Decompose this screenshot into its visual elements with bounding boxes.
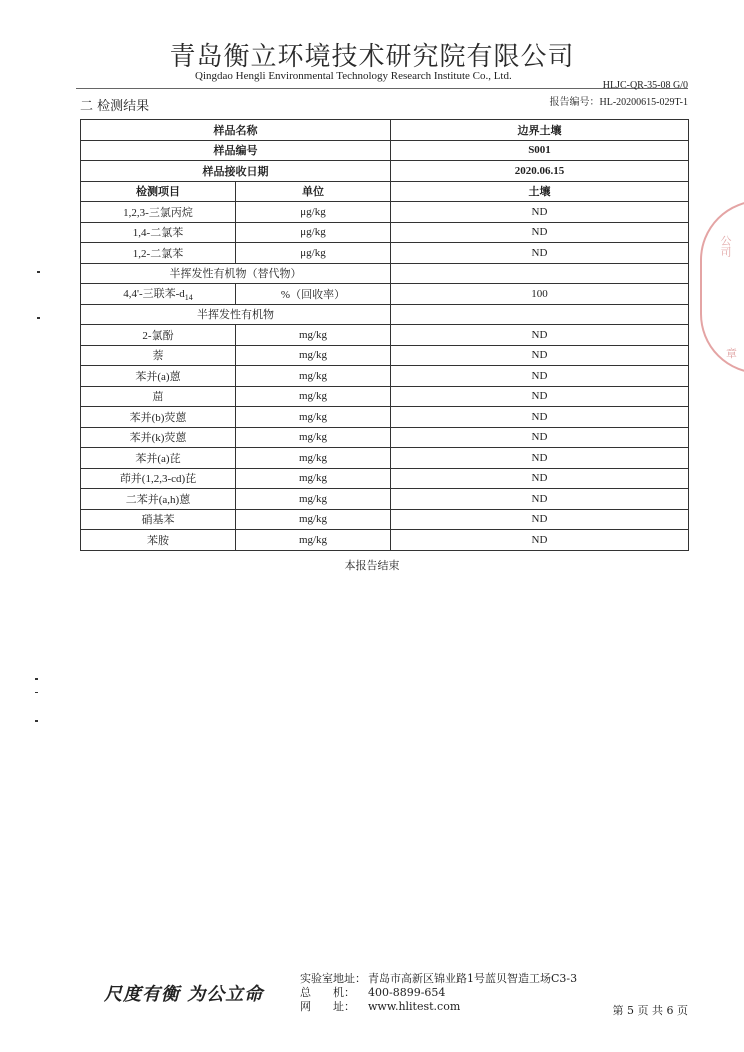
table-row [81,468,689,489]
company-name-en: Qingdao Hengli Environmental Technology Research Institute Co., Ltd. [195,70,512,82]
cell-item: 硝基苯 [81,509,236,530]
cell-item: 二苯并(a,h)蒽 [81,489,236,510]
table-row [81,366,689,387]
cell-value: ND [391,325,689,346]
surrogate-header-row [81,263,689,284]
cell-unit: μg/kg [236,222,391,243]
phone-label: 总 机： [300,986,355,999]
margin-mark [37,317,40,319]
cell-value: 100 [391,284,689,305]
sample-name-label: 样品名称 [81,120,391,141]
header-divider [76,88,688,89]
cell-value: ND [391,202,689,223]
empty-cell [391,304,689,325]
company-seal-stamp [700,200,744,374]
margin-mark [35,678,38,680]
col-header-result: 土壤 [391,181,689,202]
sample-name-value: 边界土壤 [391,120,689,141]
website-label: 网 址： [300,1000,355,1013]
cell-unit: mg/kg [236,345,391,366]
cell-value: ND [391,345,689,366]
cell-item: 苯胺 [81,530,236,551]
table-row [81,448,689,469]
cell-item: 2-氯酚 [81,325,236,346]
cell-item: 1,2,3-三氯丙烷 [81,202,236,223]
table-row [81,243,689,264]
cell-item: 茚并(1,2,3-cd)芘 [81,468,236,489]
empty-cell [391,263,689,284]
cell-unit: mg/kg [236,427,391,448]
table-row [81,345,689,366]
table-row [81,407,689,428]
cell-unit: mg/kg [236,448,391,469]
sample-name-row [81,120,689,141]
table-row [81,386,689,407]
table-row [81,325,689,346]
cell-unit: mg/kg [236,509,391,530]
table-row [81,284,689,305]
section-title: 二 检测结果 [80,99,150,114]
cell-value: ND [391,366,689,387]
surrogate-group-header: 半挥发性有机物（替代物） [81,263,391,284]
sample-no-value: S001 [391,140,689,161]
phone-number: 400-8899-654 [368,986,446,999]
company-name-cn: 青岛衡立环境技术研究院有限公司 [169,42,575,72]
table-row [81,427,689,448]
cell-value: ND [391,468,689,489]
cell-unit: mg/kg [236,530,391,551]
surrogate-item-subscript: 14 [184,293,193,303]
receive-date-value: 2020.06.15 [391,161,689,182]
cell-value: ND [391,222,689,243]
sample-no-row [81,140,689,161]
cell-unit: mg/kg [236,386,391,407]
cell-item: 1,2-二氯苯 [81,243,236,264]
lab-info [300,972,577,1014]
cell-value: ND [391,489,689,510]
cell-item [81,284,236,305]
col-header-item: 检测项目 [81,181,236,202]
cell-value: ND [391,427,689,448]
table-row [81,509,689,530]
cell-item: 1,4-二氯苯 [81,222,236,243]
website-url: www.hlitest.com [368,1000,461,1013]
report-number: 报告编号：HL-20200615-029T-1 [549,97,688,108]
form-code: HLJC-QR-35-08 G/0 [602,80,688,91]
cell-item: 苯并(k)荧蒽 [81,427,236,448]
cell-value: ND [391,509,689,530]
lab-address-label: 实验室地址： [300,972,366,985]
table-row [81,222,689,243]
svoc-group-header: 半挥发性有机物 [81,304,391,325]
cell-item: 苯并(a)芘 [81,448,236,469]
sample-no-label: 样品编号 [81,140,391,161]
cell-value: ND [391,386,689,407]
cell-unit: mg/kg [236,325,391,346]
cell-value: ND [391,243,689,264]
surrogate-item-name: 4,4'-三联苯-d [123,288,185,301]
cell-unit: mg/kg [236,366,391,387]
table-row [81,202,689,223]
cell-unit: μg/kg [236,243,391,264]
stamp-character: 章 [726,347,737,360]
cell-unit: mg/kg [236,489,391,510]
receive-date-row [81,161,689,182]
margin-mark [37,271,40,273]
report-end-text: 本报告结束 [344,559,400,572]
results-table [80,119,689,551]
cell-unit: %（回收率） [236,284,391,305]
table-row [81,489,689,510]
cell-item: 䓛 [81,386,236,407]
stamp-text: 公司 [719,235,732,257]
page-number: 第 5 页 共 6 页 [612,1004,688,1017]
column-header-row [81,181,689,202]
table-row [81,530,689,551]
cell-unit: mg/kg [236,407,391,428]
receive-date-label: 样品接收日期 [81,161,391,182]
cell-item: 萘 [81,345,236,366]
col-header-unit: 单位 [236,181,391,202]
margin-mark [35,692,38,693]
cell-value: ND [391,448,689,469]
cell-value: ND [391,407,689,428]
lab-address: 青岛市高新区锦业路1号蓝贝智造工场C3-3 [368,972,578,985]
cell-item: 苯并(a)蒽 [81,366,236,387]
margin-mark [35,720,38,722]
company-slogan: 尺度有衡 为公立命 [104,984,264,1005]
cell-unit: μg/kg [236,202,391,223]
cell-unit: mg/kg [236,468,391,489]
cell-value: ND [391,530,689,551]
svoc-header-row [81,304,689,325]
cell-item: 苯并(b)荧蒽 [81,407,236,428]
